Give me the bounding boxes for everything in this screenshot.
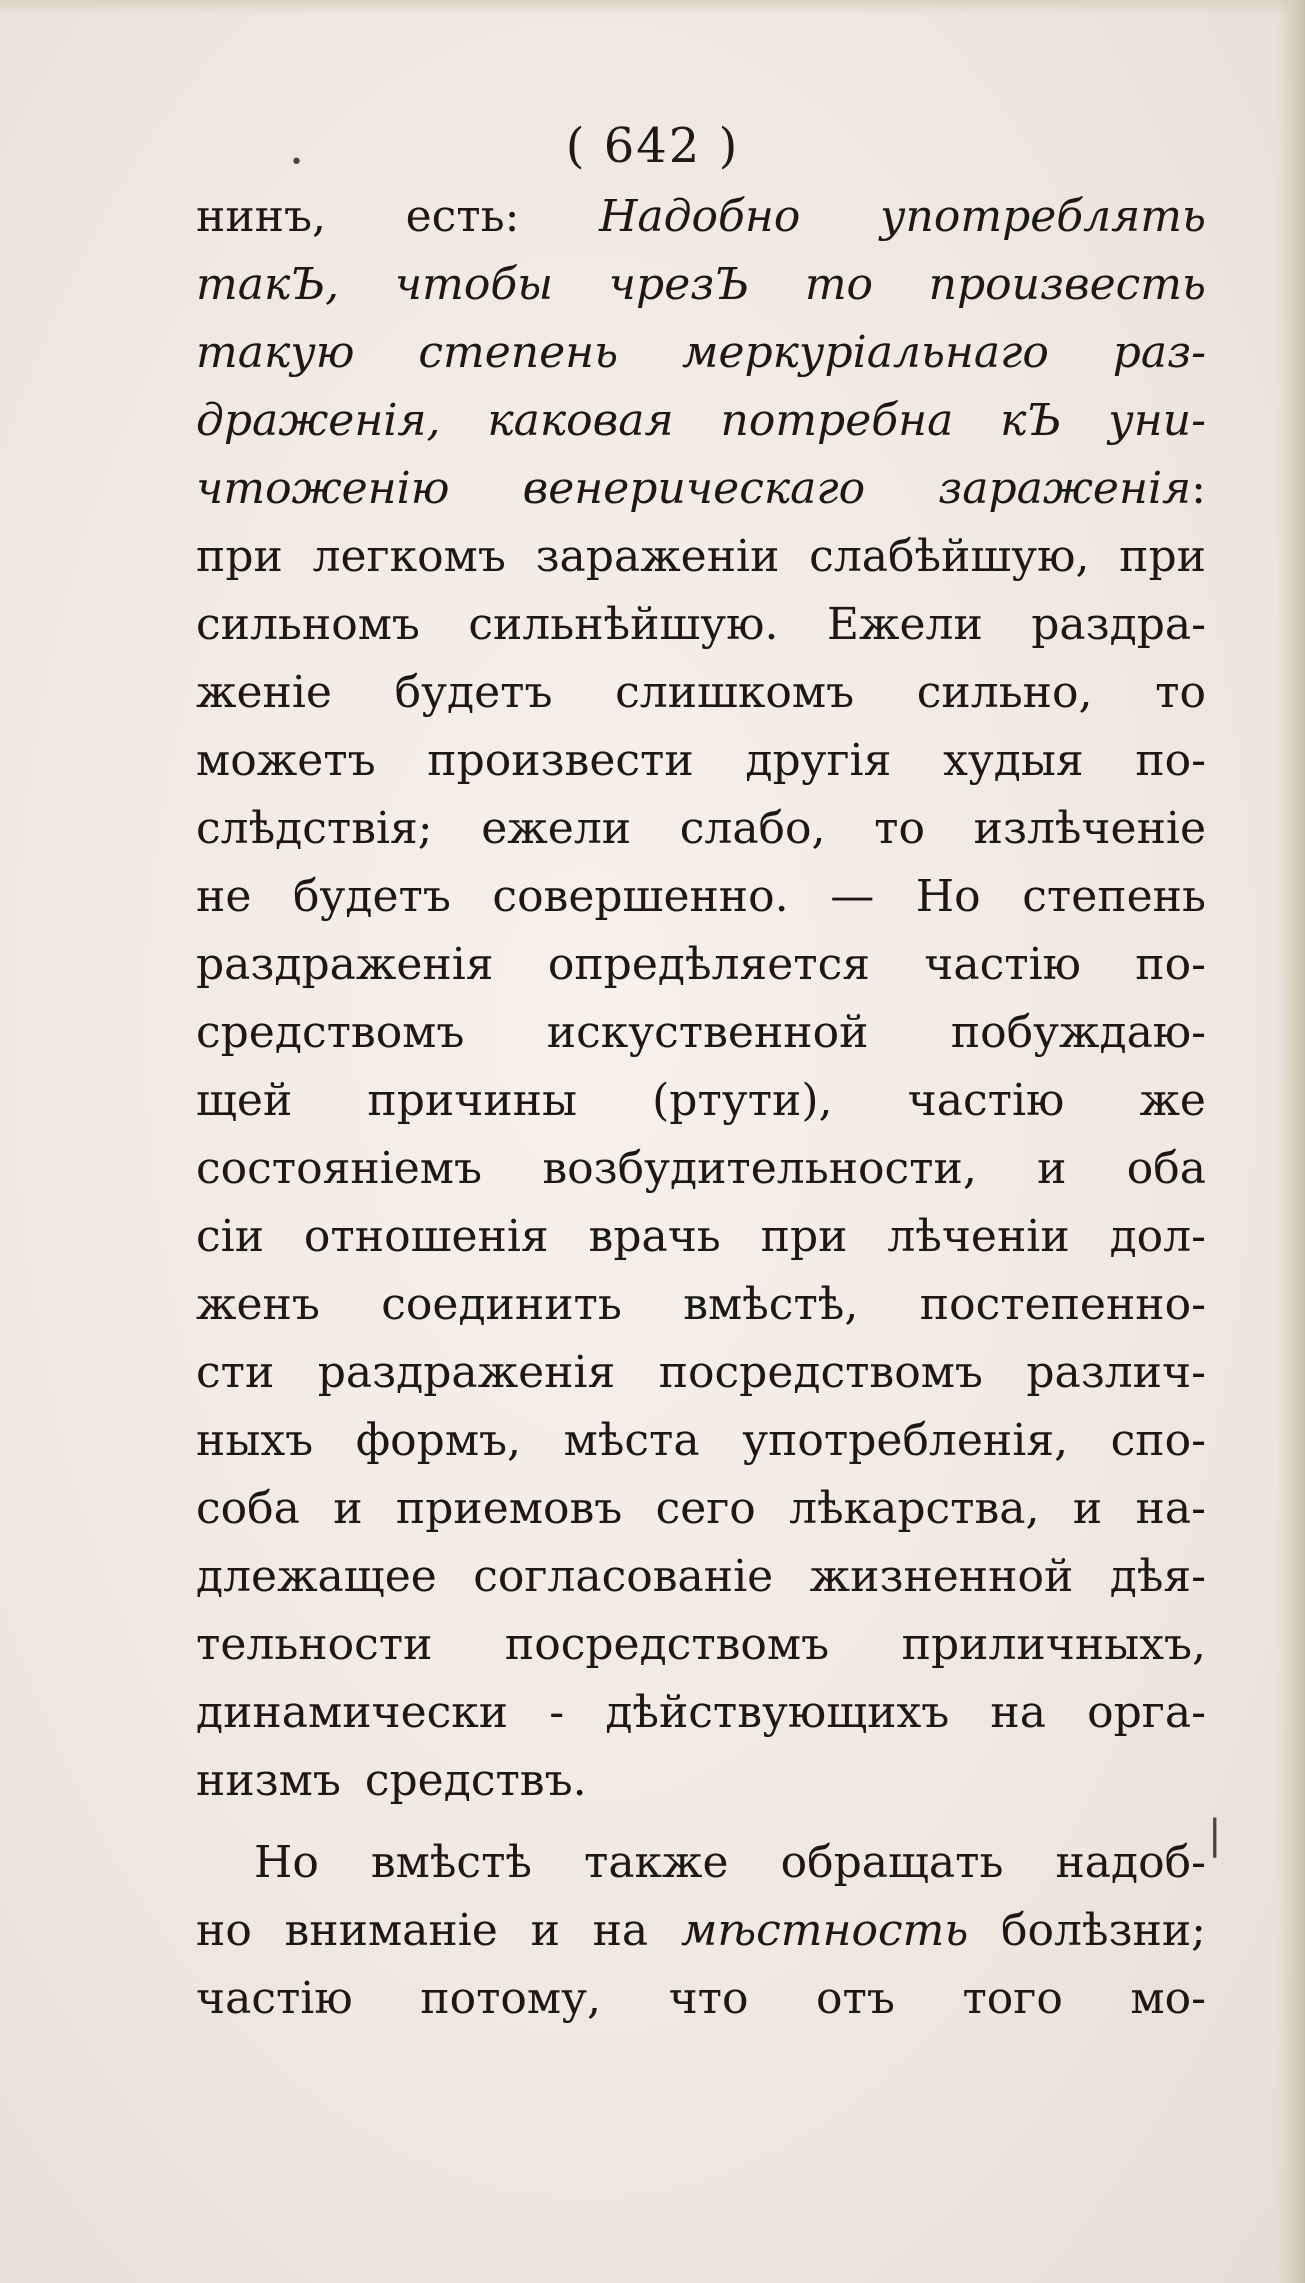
word: легкомъ <box>312 531 506 582</box>
text-line <box>196 659 1206 727</box>
italic-word: раз- <box>1112 327 1206 378</box>
text-line <box>196 1965 1206 2033</box>
word: приличныхъ, <box>901 1619 1206 1670</box>
text-line <box>196 795 1206 863</box>
word: лѣченіи <box>887 1211 1070 1262</box>
word: при <box>760 1211 848 1262</box>
word: раздраженія <box>196 939 494 990</box>
word: то <box>874 803 925 854</box>
word: причины <box>367 1075 577 1126</box>
text-line <box>196 1747 1206 1815</box>
word: слѣдствія; <box>196 803 433 854</box>
word: дол- <box>1109 1211 1206 1262</box>
word: можетъ <box>196 735 376 786</box>
italic-word: венерическаго <box>522 463 866 514</box>
word: и <box>1037 1143 1067 1194</box>
word: при <box>196 531 283 582</box>
stray-margin-mark: | <box>1208 1812 1222 1858</box>
italic-word: драженія, <box>196 395 441 446</box>
word: того <box>962 1973 1063 2024</box>
word: Но <box>254 1837 319 1888</box>
word: ныхъ <box>196 1415 314 1466</box>
word: слабо, <box>679 803 826 854</box>
italic-word: каковая <box>487 395 674 446</box>
word: посредствомъ <box>504 1619 830 1670</box>
italic-word: уни- <box>1108 395 1206 446</box>
word: посредствомъ <box>658 1347 983 1398</box>
word: сильно, <box>916 667 1093 718</box>
word: болѣзни; <box>1001 1905 1206 1956</box>
word: мо- <box>1130 1973 1206 2024</box>
text-line <box>196 1407 1206 1475</box>
word: Но <box>915 871 981 922</box>
word: по- <box>1135 735 1206 786</box>
word: - <box>549 1687 565 1738</box>
text-line <box>196 999 1206 1067</box>
text-line <box>196 1339 1206 1407</box>
word: есть: <box>405 191 520 242</box>
word: согласованіе <box>473 1551 774 1602</box>
word: сильнѣйшую. <box>468 599 779 650</box>
word: раздра- <box>1031 599 1206 650</box>
word: искуственной <box>546 1007 869 1058</box>
italic-word: то <box>804 259 874 310</box>
word: нинъ, <box>196 191 326 242</box>
word: степень <box>1022 871 1206 922</box>
italic-word: произвесть <box>928 259 1206 310</box>
italic-word: такую <box>196 327 355 378</box>
word: дѣйствующихъ <box>605 1687 950 1738</box>
word: соединить <box>381 1279 622 1330</box>
word: — <box>830 871 875 922</box>
italic-word: Надобно <box>599 191 801 242</box>
word: низмъ <box>196 1755 341 1806</box>
word: на <box>592 1905 649 1956</box>
word: частію <box>196 1973 353 2024</box>
word: но <box>196 1905 252 1956</box>
word: сильномъ <box>196 599 420 650</box>
text-line <box>196 727 1206 795</box>
word: формъ, <box>355 1415 522 1466</box>
text-line <box>196 523 1206 591</box>
text-line <box>196 591 1206 659</box>
word: женъ <box>196 1279 320 1330</box>
word: соба <box>196 1483 300 1534</box>
word: вмѣстѣ, <box>683 1279 859 1330</box>
word: динамически <box>196 1687 509 1738</box>
word: будетъ <box>394 667 553 718</box>
word: побуждаю- <box>950 1007 1206 1058</box>
text-line <box>196 1679 1206 1747</box>
word: не <box>196 871 252 922</box>
body-text <box>196 183 1206 2033</box>
word: средствомъ <box>196 1007 465 1058</box>
text-line <box>196 1543 1206 1611</box>
word: различ- <box>1026 1347 1206 1398</box>
word: частію <box>924 939 1081 990</box>
italic-word: чтобы <box>394 259 554 310</box>
text-line <box>196 1475 1206 1543</box>
word: орга- <box>1087 1687 1206 1738</box>
italic-word: степень <box>418 327 619 378</box>
word: сіи <box>196 1211 265 1262</box>
text-line <box>196 1897 1206 1965</box>
word: ежели <box>481 803 632 854</box>
text-line <box>196 183 1206 251</box>
word: дѣя- <box>1109 1551 1206 1602</box>
word: длежащее <box>196 1551 437 1602</box>
word: (ртути), <box>652 1075 833 1126</box>
word: что <box>668 1973 749 2024</box>
word: при <box>1119 531 1206 582</box>
word: и <box>1072 1483 1103 1534</box>
word: отношенія <box>303 1211 549 1262</box>
word: лѣкарства, <box>789 1483 1040 1534</box>
word: спо- <box>1110 1415 1206 1466</box>
italic-word: потребна <box>720 395 954 446</box>
word: мѣста <box>563 1415 700 1466</box>
text-line <box>196 931 1206 999</box>
stray-dot-mark: • <box>290 150 303 175</box>
word: произвести <box>427 735 694 786</box>
word: жизненной <box>809 1551 1074 1602</box>
text-line <box>196 387 1206 455</box>
word: женіе <box>196 667 332 718</box>
word: сти <box>196 1347 275 1398</box>
text-line <box>196 319 1206 387</box>
italic-word: чрезЪ <box>608 259 750 310</box>
text-line <box>196 1829 1206 1897</box>
word: другія <box>745 735 892 786</box>
word: употребленія, <box>742 1415 1069 1466</box>
word: вмѣстѣ <box>370 1837 532 1888</box>
word: приемовъ <box>395 1483 623 1534</box>
text-line <box>196 1611 1206 1679</box>
text-line <box>196 863 1206 931</box>
word: вниманіе <box>284 1905 498 1956</box>
italic-word: чтоженію <box>196 463 450 514</box>
word: слабѣйшую, <box>809 531 1090 582</box>
word: слишкомъ <box>615 667 855 718</box>
word: средствъ. <box>364 1755 587 1806</box>
word: частію <box>907 1075 1065 1126</box>
page-edge-shadow <box>1277 0 1305 2283</box>
text-line <box>196 1067 1206 1135</box>
text-line <box>196 455 1206 523</box>
word: на- <box>1135 1483 1206 1534</box>
word: также <box>583 1837 729 1888</box>
word: на <box>990 1687 1046 1738</box>
text-line <box>196 1203 1206 1271</box>
text-line <box>196 1271 1206 1339</box>
word: Ежели <box>826 599 983 650</box>
word: состояніемъ <box>196 1143 483 1194</box>
italic-word: меркуріальнаго <box>681 327 1049 378</box>
italic-word: такЪ, <box>196 259 340 310</box>
word: отъ <box>816 1973 895 2024</box>
word: постепенно- <box>919 1279 1206 1330</box>
word: тельности <box>196 1619 433 1670</box>
italic-word: мѣстность <box>680 1905 969 1956</box>
word: возбудительности, <box>542 1143 977 1194</box>
italic-word: кЪ <box>1000 395 1062 446</box>
word: врачь <box>588 1211 721 1262</box>
word: излѣченіе <box>973 803 1206 854</box>
word: худыя <box>943 735 1084 786</box>
word: сего <box>655 1483 756 1534</box>
word: опредѣляется <box>547 939 870 990</box>
text-line <box>196 1135 1206 1203</box>
word: щей <box>196 1075 293 1126</box>
word: по- <box>1135 939 1206 990</box>
word: совершенно. <box>492 871 789 922</box>
word: и <box>530 1905 560 1956</box>
word: будетъ <box>292 871 451 922</box>
word: же <box>1139 1075 1206 1126</box>
page-number: ( 642 ) <box>565 118 740 174</box>
word: то <box>1155 667 1206 718</box>
word: раздраженія <box>317 1347 616 1398</box>
word: зараженіи <box>535 531 780 582</box>
word: обращать <box>780 1837 1004 1888</box>
page-top-shadow <box>0 0 1305 14</box>
word: и <box>333 1483 363 1534</box>
italic-word: зараженія: <box>938 463 1206 514</box>
word: потому, <box>420 1973 601 2024</box>
italic-word: употреблять <box>880 191 1206 242</box>
punctuation: : <box>1191 463 1206 514</box>
word: оба <box>1126 1143 1206 1194</box>
text-line <box>196 251 1206 319</box>
word: надоб- <box>1055 1837 1206 1888</box>
